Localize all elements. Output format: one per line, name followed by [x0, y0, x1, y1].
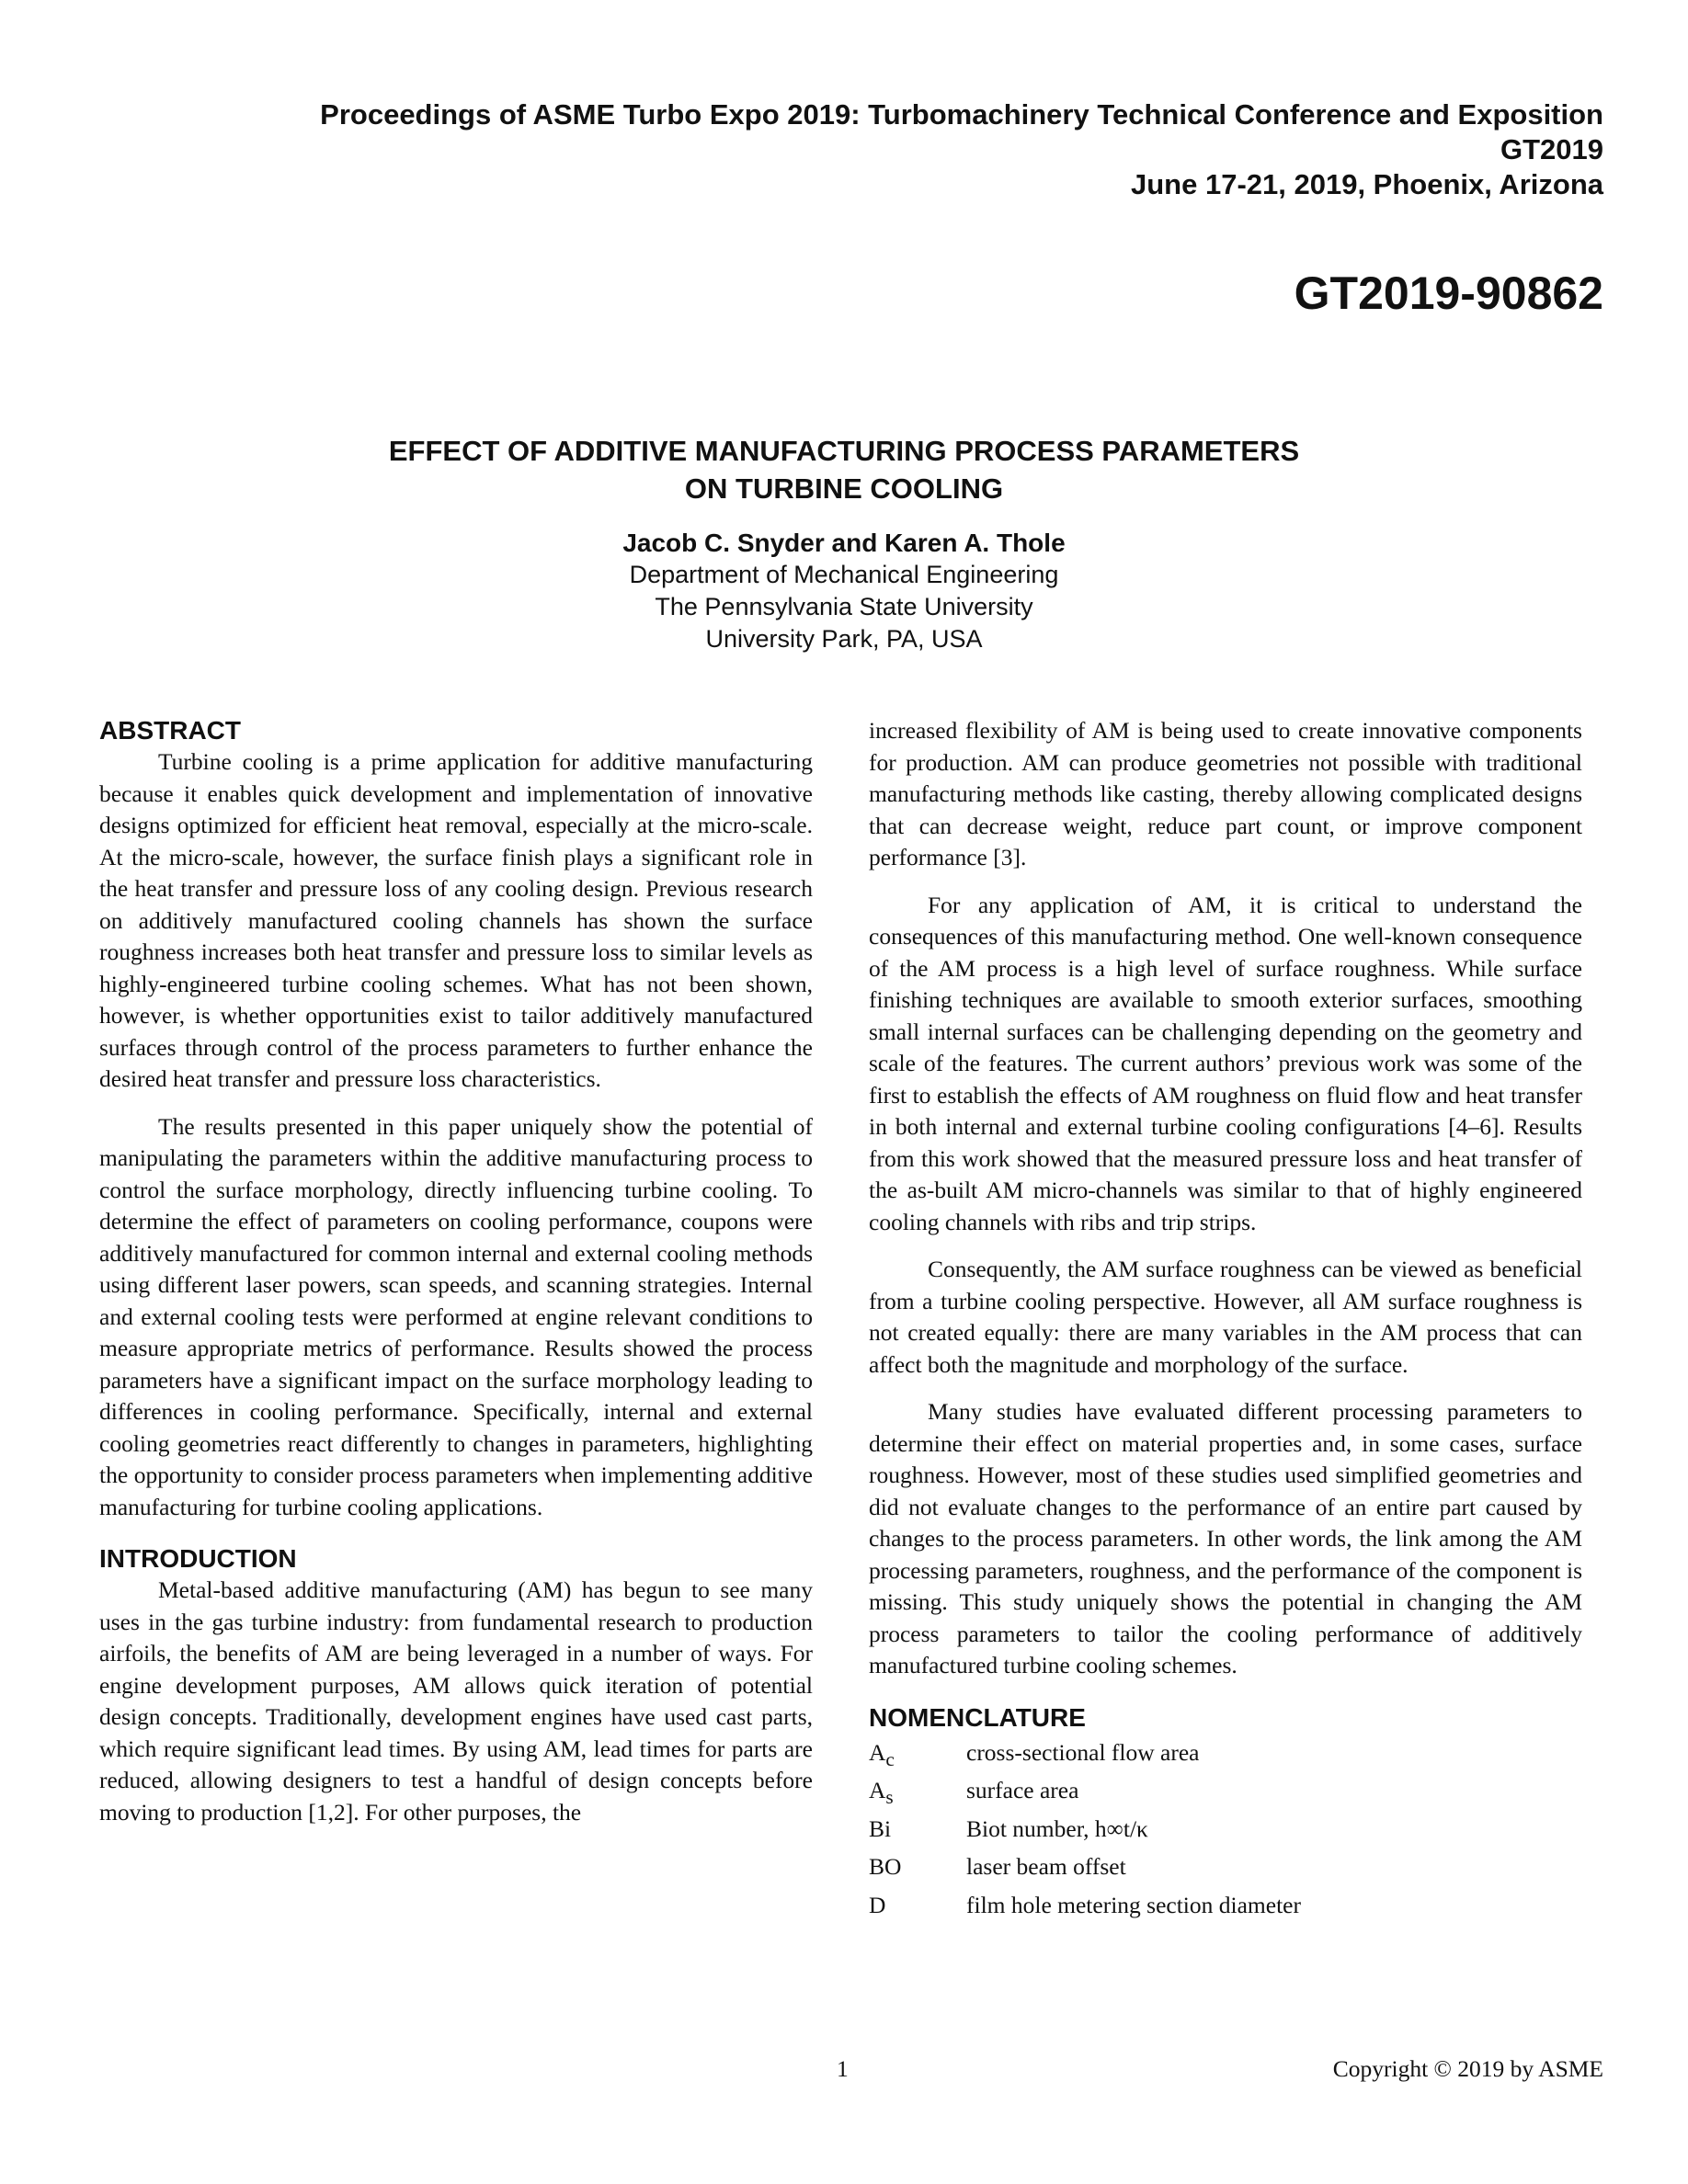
paper-title-line-2: ON TURBINE COOLING: [684, 472, 1004, 505]
copyright-notice: Copyright © 2019 by ASME: [1332, 2055, 1603, 2082]
nomenclature-item: [869, 1775, 1582, 1814]
nomenclature-symbol: Bi: [869, 1814, 892, 1842]
nomenclature-symbol: BO: [869, 1853, 902, 1881]
paper-id: GT2019-90862: [1294, 267, 1603, 319]
authors: Jacob C. Snyder and Karen A. Thole: [622, 529, 1066, 557]
nomenclature-symbol: $A_s$: [869, 1777, 894, 1809]
conference-header: [320, 97, 1603, 202]
nomenclature-heading: NOMENCLATURE: [869, 1702, 1086, 1732]
nomenclature-definition: surface area: [966, 1777, 1079, 1804]
nomenclature-item: [869, 1814, 1582, 1852]
nomenclature-list: [869, 1737, 1582, 1928]
nomenclature-definition: Biot number, h∞t/κ: [966, 1814, 1148, 1842]
introduction-heading: INTRODUCTION: [99, 1544, 297, 1573]
nomenclature-definition: cross-sectional flow area: [966, 1738, 1200, 1766]
nomenclature-symbol: D: [869, 1891, 886, 1918]
affiliation-location: University Park, PA, USA: [705, 625, 983, 653]
affiliation-university: The Pennsylvania State University: [655, 593, 1033, 620]
abstract-paragraph-1: Turbine cooling is a prime application for additive manufacturing because it enables quick development and implementation of innovative designs optimized for efficient heat removal, especially at the micro-scale. At the micro-scale, however, the surface finish plays a significant role in the heat transfer and pressure loss of any cooling design. Previous research on additively manufactured cooling channels has shown the surface roughness increases both heat transfer and pressure loss to similar levels as highly-engineered turbine cooling schemes. What has not been shown, however, is whether opportunities exist to tailor additively manufactured surfaces through control of the process parameters to further enhance the desired heat transfer and pressure loss characteristics.: [99, 748, 813, 1092]
affiliation-department: Department of Mechanical Engineering: [629, 561, 1059, 588]
nomenclature-symbol: $A_c$: [869, 1738, 895, 1770]
abstract-paragraph-2: The results presented in this paper uniquely show the potential of manipulating the parameters within the additive manufacturing process to control the surface morphology, directly influencing turbine cooling. To determine the effect of parameters on cooling performance, coupons were additively manufactured for common internal and external cooling methods using different laser powers, scan speeds, and scanning strategies. Internal and external cooling tests were performed at engine relevant conditions to measure appropriate metrics of performance. Results showed the process parameters have a significant impact on the surface morphology leading to differences in cooling performance. Specifically, internal and external cooling geometries react differently to changes in parameters, highlighting the opportunity to consider process parameters when implementing additive manufacturing for turbine cooling applications.: [99, 1112, 813, 1520]
nomenclature-item: [869, 1737, 1582, 1776]
introduction-paragraph-1: Metal-based additive manufacturing (AM) has begun to see many uses in the gas turbine industry: from fundamental research to production airfoils, the benefits of AM are being leveraged in a number of ways. For engine development purposes, AM allows quick iteration of potential design concepts. Traditionally, development engines have used cast parts, which require significant lead times. By using AM, lead times for parts are reduced, allowing designers to test a handful of design concepts before moving to production [1,2]. For other purposes, the: [99, 1576, 813, 1826]
left-column: [99, 715, 813, 1844]
introduction-paragraph-2: For any application of AM, it is critical to understand the consequences of this manufacturing method. One well-known consequence of the AM process is a high level of surface roughness. While surface finishing techniques are available to smooth exterior surfaces, smoothing small internal surfaces can be challenging depending on the geometry and scale of the features. The current authors’ previous work was some of the first to establish the effects of AM roughness on fluid flow and heat transfer in both internal and external turbine cooling configurations [4–6]. Results from this work showed that the measured pressure loss and heat transfer of the as-built AM micro-channels was similar to that of highly engineered cooling channels with ribs and trip strips.: [869, 891, 1582, 1235]
conference-dates: June 17-21, 2019, Phoenix, Arizona: [1131, 168, 1603, 200]
introduction-paragraph-3: Consequently, the AM surface roughness can be viewed as beneficial from a turbine cooling perspective. However, all AM surface roughness is not created equally: there are many variables in the AM process that can affect both the magnitude and morphology of the surface.: [869, 1256, 1582, 1378]
nomenclature-definition: film hole metering section diameter: [966, 1891, 1301, 1918]
page-number: 1: [837, 2055, 849, 2082]
conference-name: Proceedings of ASME Turbo Expo 2019: Turbomachinery Technical Conference and Exposition: [320, 98, 1603, 131]
paper-title-line-1: EFFECT OF ADDITIVE MANUFACTURING PROCESS PARAMETERS: [388, 435, 1300, 467]
abstract-heading: ABSTRACT: [99, 716, 241, 745]
introduction-paragraph-4: Many studies have evaluated different processing parameters to determine their effect on material properties and, in some cases, surface roughness. However, most of these studies used simplified geometries and did not evaluate changes to the performance of an entire part caused by changes to the process parameters. In other words, the link among the AM processing parameters, roughness, and the performance of the component is missing. This study uniquely shows the potential in changing the AM process parameters to tailor the cooling performance of additively manufactured turbine cooling schemes.: [869, 1398, 1582, 1678]
nomenclature-item: [869, 1851, 1582, 1890]
title-block: [0, 432, 1688, 655]
nomenclature-definition: laser beam offset: [966, 1853, 1126, 1881]
introduction-paragraph-1-continued: increased flexibility of AM is being used to create innovative components for production. AM can produce geometries not possible with traditional manufacturing methods like casting, thereby allowing complicated designs that can decrease weight, reduce part count, or improve component performance [3].: [869, 717, 1582, 870]
nomenclature-item: [869, 1890, 1582, 1928]
conference-code: GT2019: [1500, 133, 1603, 165]
right-column: [869, 715, 1582, 1928]
